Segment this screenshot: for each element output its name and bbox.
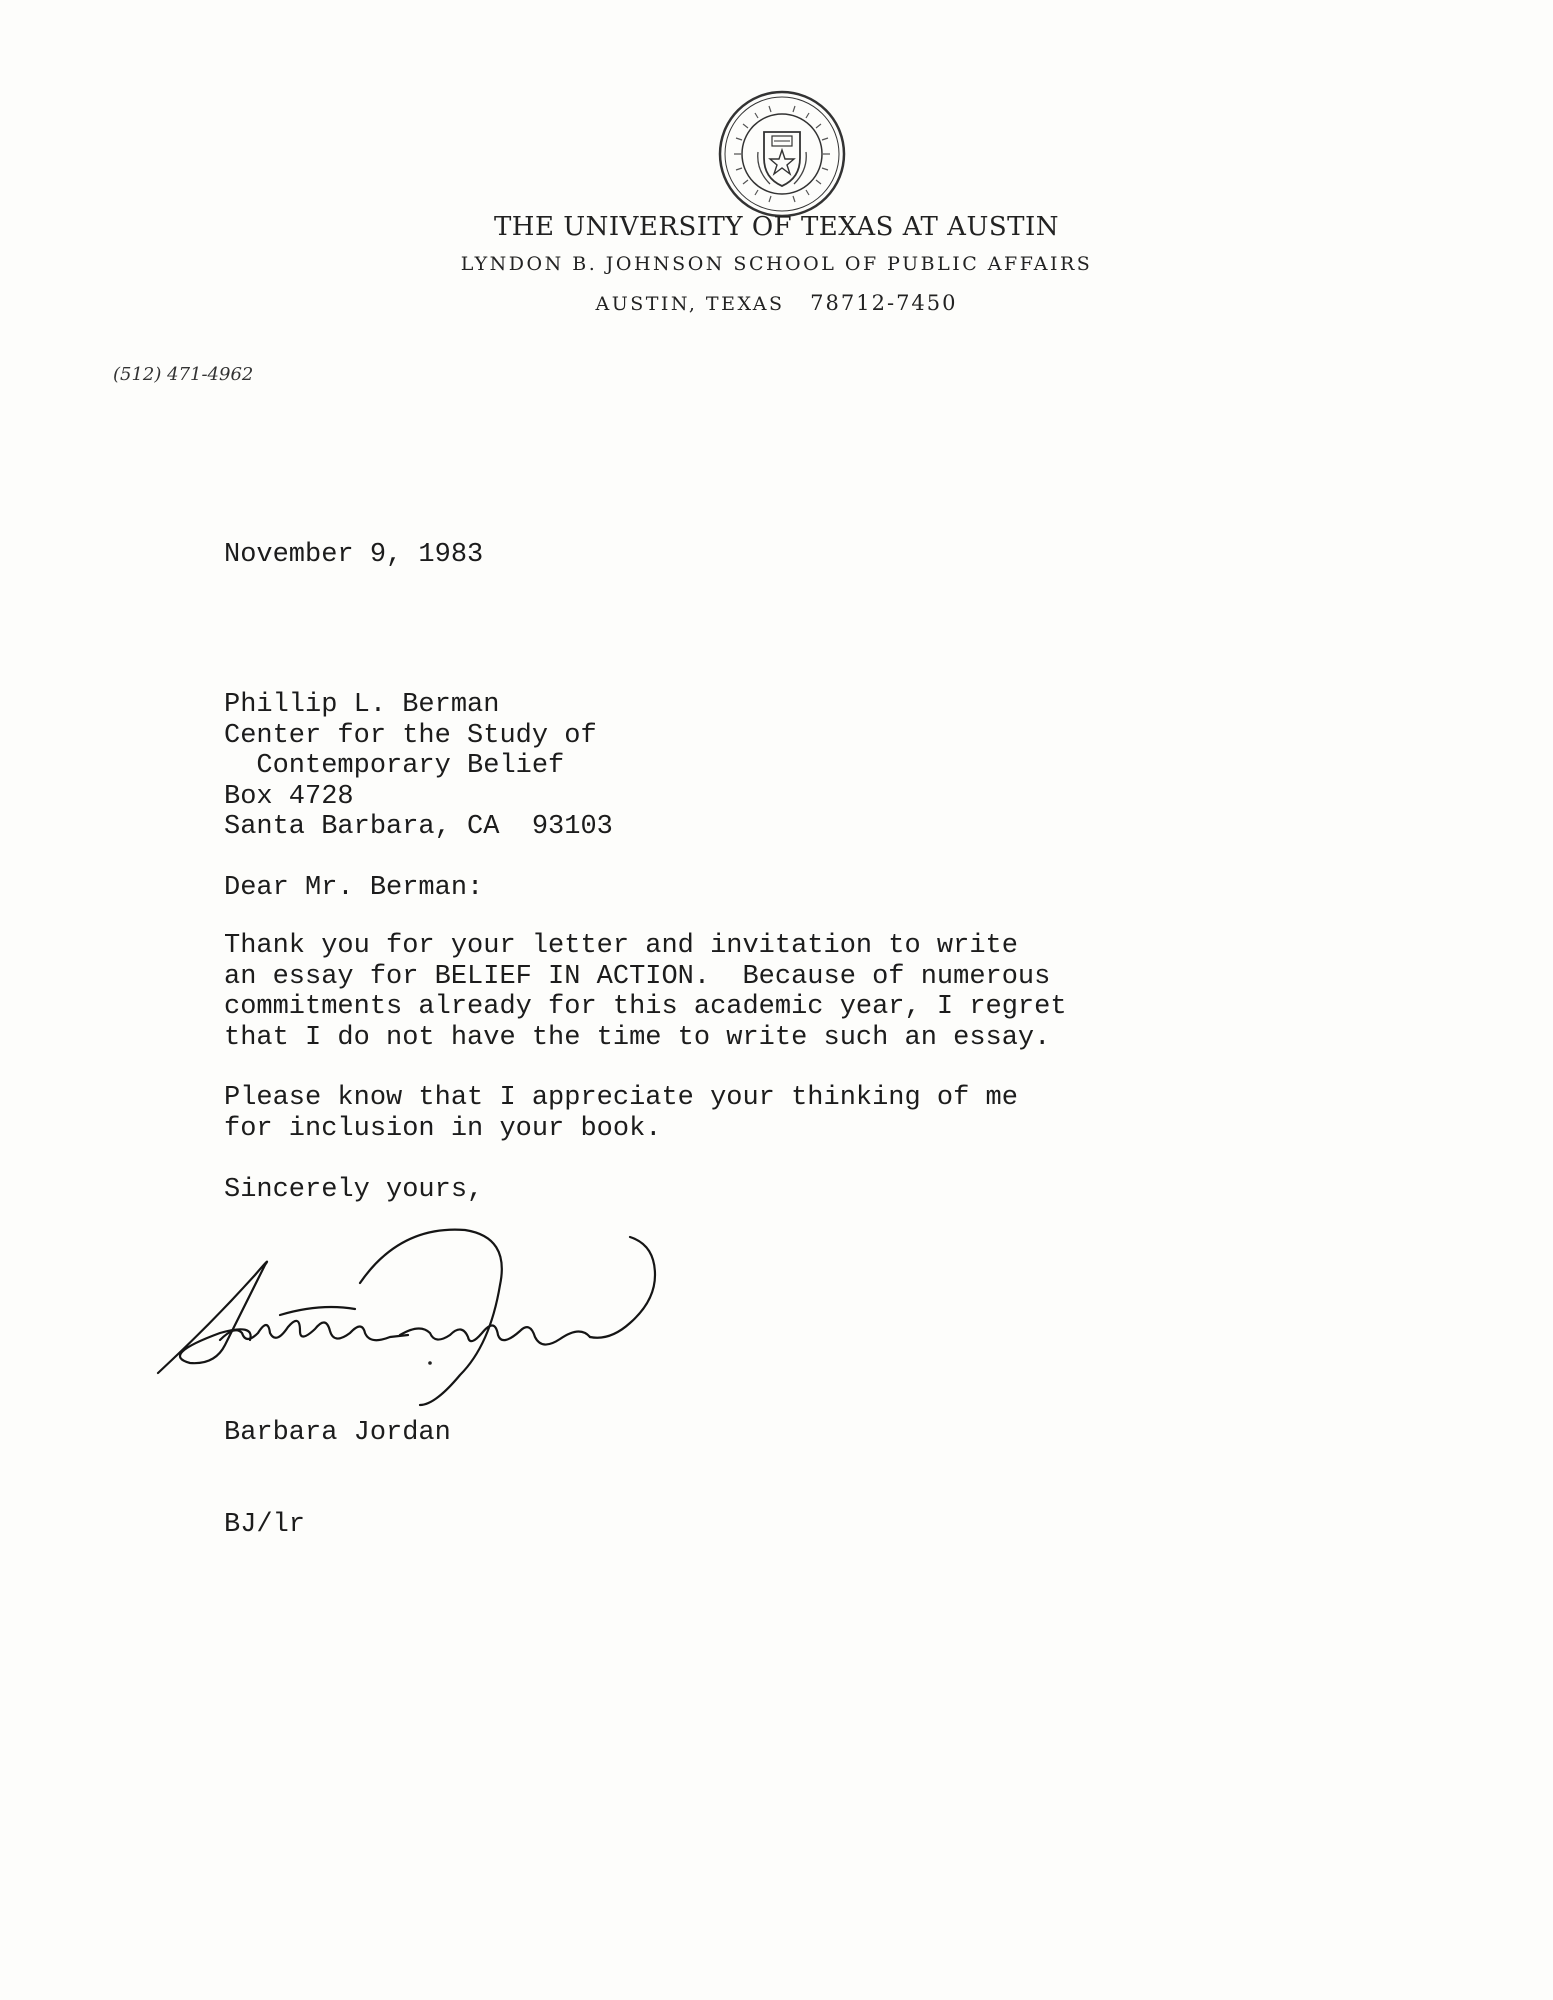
school-name: LYNDON B. JOHNSON SCHOOL OF PUBLIC AFFAIRS [460,253,1093,275]
paragraph-line: Thank you for your letter and invitation to write [224,931,1018,961]
recipient-line: Phillip L. Berman [224,690,500,720]
signer-name: Barbara Jordan [224,1418,451,1448]
phone-number: (512) 471-4962 [113,364,254,385]
body-paragraph-1 [224,931,1067,1053]
letterhead-address [0,291,1553,315]
paragraph-line: commitments already for this academic year, I regret [224,992,1067,1022]
recipient-line: Contemporary Belief [224,751,565,781]
city-state: AUSTIN, TEXAS [595,293,785,315]
handwritten-signature [150,1205,730,1415]
salutation: Dear Mr. Berman: [224,873,484,903]
body-paragraph-2 [224,1083,1018,1144]
recipient-address [224,690,613,843]
paragraph-line: for inclusion in your book. [224,1113,662,1144]
paragraph-line: an essay for BELIEF IN ACTION. Because of numerous [224,961,1051,992]
recipient-line: Center for the Study of [224,720,597,751]
university-seal-icon [716,88,848,220]
university-name: THE UNIVERSITY OF TEXAS AT AUSTIN [493,212,1060,242]
letter-date: November 9, 1983 [224,540,484,570]
paragraph-line: that I do not have the time to write such an essay. [224,1022,1051,1053]
recipient-line: Box 4728 [224,781,354,812]
paragraph-line: Please know that I appreciate your thinking of me [224,1083,1018,1113]
reference-initials: BJ/lr [224,1510,306,1540]
recipient-line: Santa Barbara, CA 93103 [224,812,613,842]
zip-code: 78712-7450 [810,291,958,315]
closing: Sincerely yours, [224,1175,484,1205]
